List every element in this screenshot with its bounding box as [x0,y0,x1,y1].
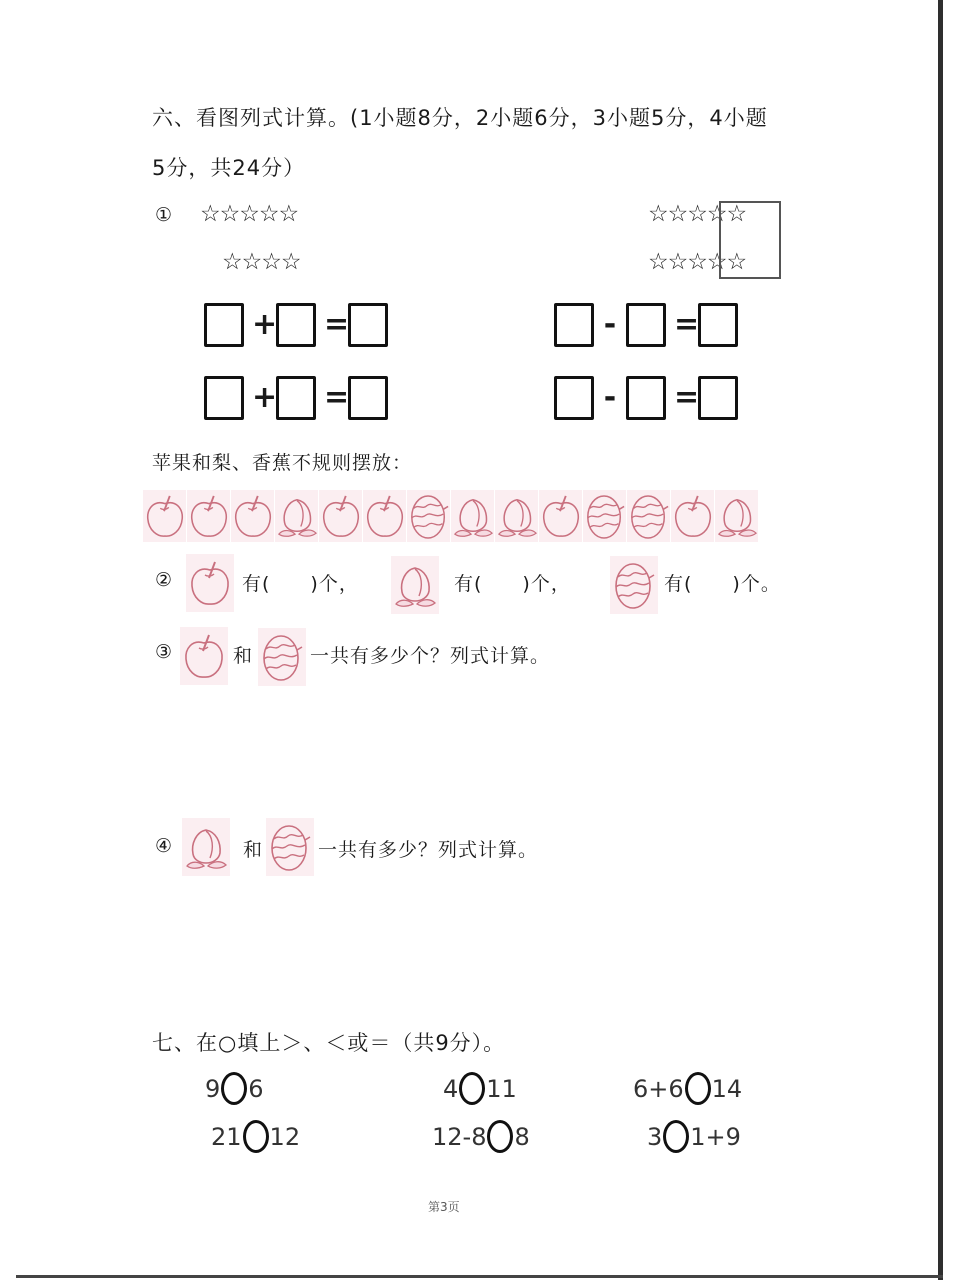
compare-left: 9 [205,1074,221,1103]
answer-box[interactable] [348,376,388,420]
addition-equation-2 [204,376,388,420]
answer-box[interactable] [204,376,244,420]
compare-left: 12-8 [432,1122,487,1151]
melon-icon [627,490,670,542]
apple-icon [319,490,362,542]
apple-icon [363,490,406,542]
compare-left: 4 [443,1074,459,1103]
compare-right: 8 [514,1122,530,1151]
answer-box[interactable] [204,303,244,347]
compare-circle-blank[interactable] [459,1072,485,1105]
fruit-intro-text: 苹果和梨、香蕉不规则摆放： [152,452,413,474]
answer-box[interactable] [276,376,316,420]
compare-circle-blank[interactable] [685,1072,711,1105]
minus-sign: - [603,307,617,342]
compare-circle-blank[interactable] [243,1120,269,1153]
equals-sign: = [674,307,700,342]
question-4-number: ④ [155,835,173,857]
left-stars-row-2: ☆☆☆☆ [222,249,301,275]
compare-item-3 [633,1072,742,1105]
apple-icon [231,490,274,542]
compare-right: 11 [486,1074,517,1103]
question-4-text: 一共有多少？列式计算。 [318,839,539,861]
left-stars-row-1: ☆☆☆☆☆ [200,201,299,227]
peach-icon [715,490,758,542]
compare-left: 3 [647,1122,663,1151]
compare-right: 6 [248,1074,264,1103]
page-border-bottom [16,1275,943,1278]
question-3-number: ③ [155,641,173,663]
compare-right: 14 [711,1074,743,1103]
right-stars-row-2: ☆☆☆☆☆ [648,249,747,275]
peach-icon [391,556,439,614]
apple-icon [187,490,230,542]
compare-item-1 [205,1072,264,1105]
section-6-title-continued: 5分，共24分） [152,156,306,180]
and-text: 和 [243,839,264,861]
answer-box[interactable] [626,376,666,420]
apple-icon [671,490,714,542]
compare-item-6 [647,1120,741,1153]
fruit-sequence-row [143,490,758,542]
peach-icon [275,490,318,542]
question-3-text: 一共有多少个？列式计算。 [310,645,551,667]
minus-sign: - [603,380,617,415]
subtraction-equation-2 [554,376,738,420]
compare-right: 12 [269,1122,301,1151]
right-stars-row-1: ☆☆☆☆☆ [648,201,747,227]
compare-left: 21 [211,1122,242,1151]
answer-box[interactable] [554,376,594,420]
apple-icon [186,554,234,612]
and-text: 和 [233,645,254,667]
answer-box[interactable] [698,376,738,420]
peach-count-blank[interactable]: 有( )个， [454,573,571,595]
section-6-title: 六、看图列式计算。(1小题8分，2小题6分，3小题5分，4小题 [152,106,768,130]
compare-circle-blank[interactable] [663,1120,689,1153]
apple-icon [180,627,228,685]
compare-circle-blank[interactable] [221,1072,247,1105]
melon-icon [407,490,450,542]
melon-icon [583,490,626,542]
page-number: 第3页 [428,1200,460,1214]
page-border-right [938,0,943,1280]
compare-item-4 [211,1120,300,1153]
compare-right: 1+9 [690,1122,741,1151]
melon-icon [258,628,306,686]
section-7-title: 七、在○填上＞、＜或＝（共9分）。 [152,1031,506,1055]
compare-circle-blank[interactable] [487,1120,513,1153]
equals-sign: = [324,380,350,415]
subtraction-equation-1 [554,303,738,347]
star-group-box [719,201,781,279]
question-1-number: ① [155,204,173,226]
addition-equation-1 [204,303,388,347]
apple-count-blank[interactable]: 有( )个， [242,573,359,595]
answer-box[interactable] [698,303,738,347]
equals-sign: = [324,307,350,342]
melon-count-blank[interactable]: 有( )个。 [664,573,781,595]
apple-icon [143,490,186,542]
answer-box[interactable] [554,303,594,347]
answer-box[interactable] [348,303,388,347]
compare-left: 6+6 [633,1074,684,1103]
equals-sign: = [674,380,700,415]
compare-item-2 [443,1072,517,1105]
plus-sign: + [252,307,278,342]
apple-icon [539,490,582,542]
compare-item-5 [432,1120,530,1153]
answer-box[interactable] [276,303,316,347]
answer-box[interactable] [626,303,666,347]
question-2-number: ② [155,569,173,591]
plus-sign: + [252,380,278,415]
melon-icon [610,556,658,614]
melon-icon [266,818,314,876]
peach-icon [451,490,494,542]
peach-icon [495,490,538,542]
peach-icon [182,818,230,876]
